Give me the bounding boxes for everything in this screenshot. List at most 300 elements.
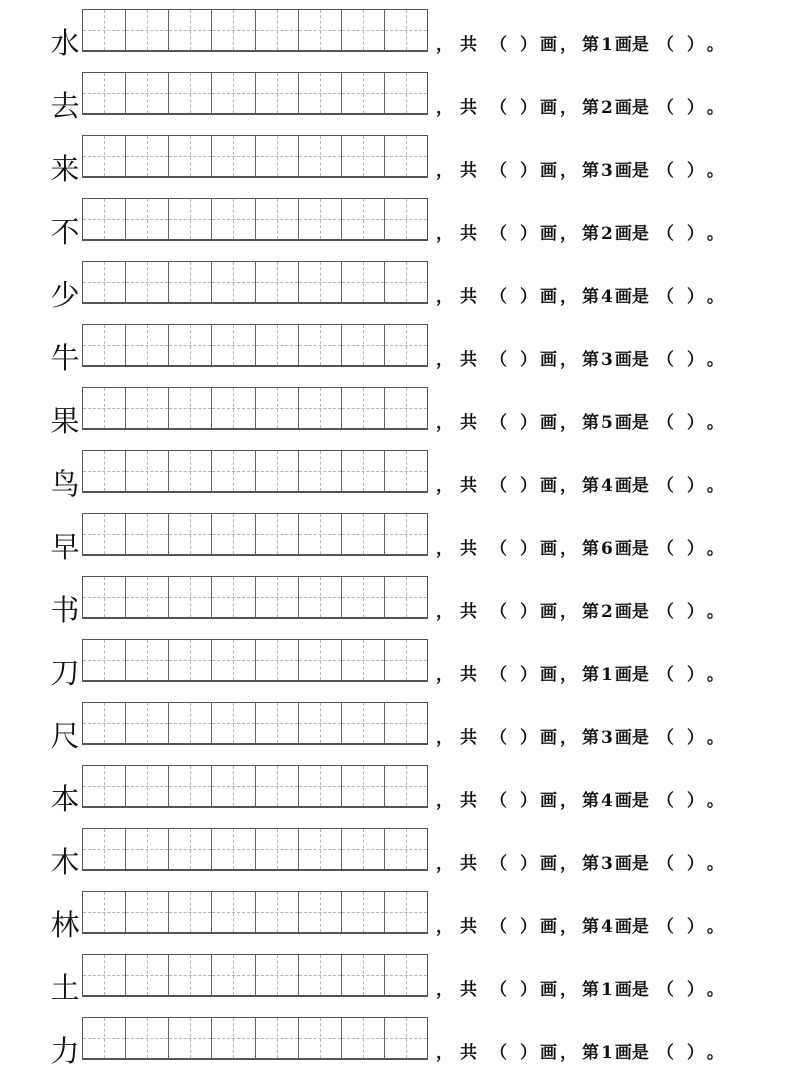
grid-cell[interactable]	[126, 514, 169, 554]
nth-stroke-blank-close: ）	[686, 413, 704, 433]
stroke-index: 3	[601, 350, 613, 370]
question-ordinal-label: 第	[582, 665, 599, 685]
grid-cell[interactable]	[299, 451, 342, 491]
nth-stroke-blank-open[interactable]: （	[656, 350, 674, 370]
worksheet-row	[0, 508, 800, 571]
grid-cell[interactable]	[83, 136, 126, 176]
nth-stroke-blank-open[interactable]: （	[656, 476, 674, 496]
grid-cell[interactable]	[126, 892, 169, 932]
grid-cell[interactable]	[126, 640, 169, 680]
question-comma-2: ，	[560, 980, 577, 1000]
question-ordinal-label: 第	[582, 98, 599, 118]
stroke-question	[436, 93, 727, 123]
target-character: 水	[50, 26, 80, 60]
grid-cell[interactable]	[385, 577, 427, 617]
grid-cell[interactable]	[212, 766, 255, 806]
question-comma: ，	[436, 917, 453, 937]
grid-cell[interactable]	[212, 388, 255, 428]
writing-grid[interactable]	[82, 891, 428, 934]
grid-cell[interactable]	[299, 325, 342, 365]
question-period: 。	[706, 791, 724, 811]
grid-cell[interactable]	[126, 829, 169, 869]
grid-cell[interactable]	[385, 955, 427, 995]
total-strokes-blank-open[interactable]: （	[490, 161, 507, 181]
target-character: 本	[50, 782, 80, 816]
grid-cell[interactable]	[83, 892, 126, 932]
total-strokes-blank-close: ）	[520, 413, 537, 433]
grid-cell[interactable]	[169, 73, 212, 113]
grid-cell[interactable]	[212, 955, 255, 995]
nth-stroke-blank-open[interactable]: （	[656, 224, 674, 244]
grid-cell[interactable]	[342, 1018, 385, 1058]
grid-cell[interactable]	[385, 10, 427, 50]
writing-grid[interactable]	[82, 9, 428, 52]
grid-cell[interactable]	[169, 955, 212, 995]
question-ordinal-label: 第	[582, 35, 599, 55]
question-comma: ，	[436, 980, 453, 1000]
grid-cell[interactable]	[212, 703, 255, 743]
nth-stroke-blank-close: ）	[686, 980, 704, 1000]
nth-stroke-blank-open[interactable]: （	[656, 35, 674, 55]
grid-cell[interactable]	[83, 703, 126, 743]
worksheet-row	[0, 4, 800, 67]
total-strokes-blank-open[interactable]: （	[490, 35, 507, 55]
grid-cell[interactable]	[126, 577, 169, 617]
grid-cell[interactable]	[385, 640, 427, 680]
grid-cell[interactable]	[342, 10, 385, 50]
question-comma-2: ，	[560, 413, 577, 433]
question-period: 。	[706, 413, 724, 433]
grid-cell[interactable]	[299, 892, 342, 932]
stroke-index: 3	[601, 854, 613, 874]
question-period: 。	[706, 224, 724, 244]
question-stroke-is-label: 画是	[614, 917, 649, 937]
question-period: 。	[706, 854, 724, 874]
grid-cell[interactable]	[83, 640, 126, 680]
stroke-question	[436, 1038, 727, 1068]
grid-cell[interactable]	[256, 892, 299, 932]
grid-cell[interactable]	[83, 766, 126, 806]
nth-stroke-blank-close: ）	[686, 350, 704, 370]
total-strokes-blank-open[interactable]: （	[490, 665, 507, 685]
nth-stroke-blank-close: ）	[686, 728, 704, 748]
grid-cell[interactable]	[299, 136, 342, 176]
total-strokes-blank-open[interactable]: （	[490, 1043, 507, 1063]
total-strokes-blank-open[interactable]: （	[490, 791, 507, 811]
writing-grid[interactable]	[82, 639, 428, 682]
grid-cell[interactable]	[126, 10, 169, 50]
nth-stroke-blank-open[interactable]: （	[656, 665, 674, 685]
writing-grid[interactable]	[82, 576, 428, 619]
grid-cell[interactable]	[256, 640, 299, 680]
grid-cell[interactable]	[212, 514, 255, 554]
total-strokes-blank-open[interactable]: （	[490, 413, 507, 433]
nth-stroke-blank-open[interactable]: （	[656, 287, 674, 307]
question-stroke-is-label: 画是	[614, 350, 649, 370]
grid-cell[interactable]	[126, 1018, 169, 1058]
writing-grid[interactable]	[82, 198, 428, 241]
grid-cell[interactable]	[212, 577, 255, 617]
worksheet-row	[0, 382, 800, 445]
grid-cell[interactable]	[342, 955, 385, 995]
grid-cell[interactable]	[83, 577, 126, 617]
grid-cell[interactable]	[169, 514, 212, 554]
writing-grid[interactable]	[82, 828, 428, 871]
grid-cell[interactable]	[256, 73, 299, 113]
writing-grid[interactable]	[82, 72, 428, 115]
grid-cell[interactable]	[126, 262, 169, 302]
nth-stroke-blank-close: ）	[686, 98, 704, 118]
stroke-index: 6	[601, 539, 613, 559]
grid-cell[interactable]	[299, 199, 342, 239]
grid-cell[interactable]	[83, 10, 126, 50]
grid-cell[interactable]	[299, 577, 342, 617]
grid-cell[interactable]	[299, 703, 342, 743]
grid-cell[interactable]	[385, 262, 427, 302]
stroke-index: 4	[601, 476, 613, 496]
stroke-question	[436, 912, 727, 942]
grid-cell[interactable]	[212, 1018, 255, 1058]
writing-grid[interactable]	[82, 954, 428, 997]
grid-cell[interactable]	[126, 955, 169, 995]
grid-cell[interactable]	[385, 388, 427, 428]
grid-cell[interactable]	[83, 73, 126, 113]
grid-cell[interactable]	[256, 262, 299, 302]
grid-cell[interactable]	[256, 514, 299, 554]
nth-stroke-blank-close: ）	[686, 602, 704, 622]
question-ordinal-label: 第	[582, 728, 599, 748]
nth-stroke-blank-open[interactable]: （	[656, 980, 674, 1000]
grid-cell[interactable]	[212, 10, 255, 50]
target-character: 鸟	[50, 467, 80, 501]
grid-cell[interactable]	[385, 199, 427, 239]
grid-cell[interactable]	[83, 199, 126, 239]
question-period: 。	[706, 665, 724, 685]
grid-cell[interactable]	[169, 766, 212, 806]
grid-cell[interactable]	[299, 955, 342, 995]
grid-cell[interactable]	[169, 262, 212, 302]
question-comma-2: ，	[560, 665, 577, 685]
stroke-question	[436, 156, 727, 186]
nth-stroke-blank-open[interactable]: （	[656, 854, 674, 874]
grid-cell[interactable]	[212, 640, 255, 680]
nth-stroke-blank-open[interactable]: （	[656, 602, 674, 622]
question-ordinal-label: 第	[582, 224, 599, 244]
grid-cell[interactable]	[212, 829, 255, 869]
grid-cell[interactable]	[342, 325, 385, 365]
writing-grid[interactable]	[82, 387, 428, 430]
target-character: 牛	[50, 341, 80, 375]
total-strokes-blank-close: ）	[520, 854, 537, 874]
worksheet-row	[0, 193, 800, 256]
question-total-label: 共	[460, 35, 477, 55]
question-stroke-label: 画	[540, 35, 557, 55]
nth-stroke-blank-close: ）	[686, 539, 704, 559]
grid-cell[interactable]	[212, 199, 255, 239]
nth-stroke-blank-close: ）	[686, 287, 704, 307]
question-total-label: 共	[460, 728, 477, 748]
grid-cell[interactable]	[342, 829, 385, 869]
grid-cell[interactable]	[385, 766, 427, 806]
grid-cell[interactable]	[299, 388, 342, 428]
question-ordinal-label: 第	[582, 980, 599, 1000]
writing-grid[interactable]	[82, 450, 428, 493]
question-stroke-is-label: 画是	[614, 602, 649, 622]
writing-grid[interactable]	[82, 702, 428, 745]
question-comma-2: ，	[560, 350, 577, 370]
grid-cell[interactable]	[385, 325, 427, 365]
worksheet-row	[0, 634, 800, 697]
grid-cell[interactable]	[299, 766, 342, 806]
grid-cell[interactable]	[83, 451, 126, 491]
question-period: 。	[706, 98, 724, 118]
grid-cell[interactable]	[83, 262, 126, 302]
grid-cell[interactable]	[342, 703, 385, 743]
grid-cell[interactable]	[256, 136, 299, 176]
grid-cell[interactable]	[83, 325, 126, 365]
grid-cell[interactable]	[256, 10, 299, 50]
worksheet-row	[0, 130, 800, 193]
grid-cell[interactable]	[169, 1018, 212, 1058]
grid-cell[interactable]	[169, 892, 212, 932]
grid-cell[interactable]	[342, 199, 385, 239]
grid-cell[interactable]	[299, 10, 342, 50]
nth-stroke-blank-open[interactable]: （	[656, 1043, 674, 1063]
target-character: 书	[50, 593, 80, 627]
stroke-question	[436, 471, 727, 501]
stroke-order-worksheet	[0, 4, 800, 1075]
writing-grid[interactable]	[82, 324, 428, 367]
question-period: 。	[706, 602, 724, 622]
question-stroke-is-label: 画是	[614, 224, 649, 244]
grid-cell[interactable]	[212, 73, 255, 113]
total-strokes-blank-open[interactable]: （	[490, 476, 507, 496]
grid-cell[interactable]	[169, 388, 212, 428]
question-comma: ，	[436, 728, 453, 748]
grid-cell[interactable]	[342, 892, 385, 932]
grid-cell[interactable]	[385, 136, 427, 176]
question-stroke-is-label: 画是	[614, 35, 649, 55]
question-total-label: 共	[460, 1043, 477, 1063]
stroke-question	[436, 408, 727, 438]
stroke-question	[436, 345, 727, 375]
grid-cell[interactable]	[126, 388, 169, 428]
grid-cell[interactable]	[385, 703, 427, 743]
question-total-label: 共	[460, 476, 477, 496]
grid-cell[interactable]	[385, 829, 427, 869]
nth-stroke-blank-open[interactable]: （	[656, 917, 674, 937]
grid-cell[interactable]	[126, 703, 169, 743]
grid-cell[interactable]	[169, 10, 212, 50]
total-strokes-blank-open[interactable]: （	[490, 602, 507, 622]
grid-cell[interactable]	[169, 703, 212, 743]
stroke-index: 3	[601, 728, 613, 748]
grid-cell[interactable]	[126, 325, 169, 365]
total-strokes-blank-open[interactable]: （	[490, 854, 507, 874]
question-period: 。	[706, 980, 724, 1000]
grid-cell[interactable]	[342, 451, 385, 491]
nth-stroke-blank-open[interactable]: （	[656, 539, 674, 559]
total-strokes-blank-open[interactable]: （	[490, 350, 507, 370]
writing-grid[interactable]	[82, 765, 428, 808]
grid-cell[interactable]	[342, 766, 385, 806]
grid-cell[interactable]	[169, 136, 212, 176]
total-strokes-blank-open[interactable]: （	[490, 728, 507, 748]
question-total-label: 共	[460, 791, 477, 811]
grid-cell[interactable]	[299, 262, 342, 302]
writing-grid[interactable]	[82, 1017, 428, 1060]
grid-cell[interactable]	[169, 199, 212, 239]
total-strokes-blank-close: ）	[520, 287, 537, 307]
grid-cell[interactable]	[385, 514, 427, 554]
total-strokes-blank-close: ）	[520, 476, 537, 496]
grid-cell[interactable]	[126, 73, 169, 113]
grid-cell[interactable]	[385, 451, 427, 491]
grid-cell[interactable]	[256, 577, 299, 617]
question-total-label: 共	[460, 602, 477, 622]
grid-cell[interactable]	[169, 577, 212, 617]
writing-grid[interactable]	[82, 261, 428, 304]
total-strokes-blank-close: ）	[520, 35, 537, 55]
grid-cell[interactable]	[169, 325, 212, 365]
grid-cell[interactable]	[83, 1018, 126, 1058]
grid-cell[interactable]	[256, 703, 299, 743]
stroke-question	[436, 723, 727, 753]
total-strokes-blank-close: ）	[520, 728, 537, 748]
stroke-index: 2	[601, 224, 613, 244]
grid-cell[interactable]	[299, 640, 342, 680]
total-strokes-blank-close: ）	[520, 350, 537, 370]
grid-cell[interactable]	[342, 514, 385, 554]
question-ordinal-label: 第	[582, 287, 599, 307]
total-strokes-blank-open[interactable]: （	[490, 539, 507, 559]
nth-stroke-blank-open[interactable]: （	[656, 728, 674, 748]
question-stroke-label: 画	[540, 350, 557, 370]
question-stroke-is-label: 画是	[614, 98, 649, 118]
grid-cell[interactable]	[126, 766, 169, 806]
grid-cell[interactable]	[256, 955, 299, 995]
grid-cell[interactable]	[169, 829, 212, 869]
question-comma-2: ，	[560, 224, 577, 244]
question-total-label: 共	[460, 224, 477, 244]
stroke-index: 1	[601, 665, 613, 685]
grid-cell[interactable]	[299, 73, 342, 113]
question-comma-2: ，	[560, 602, 577, 622]
grid-cell[interactable]	[256, 199, 299, 239]
question-comma: ，	[436, 791, 453, 811]
question-stroke-label: 画	[540, 476, 557, 496]
total-strokes-blank-close: ）	[520, 665, 537, 685]
nth-stroke-blank-open[interactable]: （	[656, 791, 674, 811]
stroke-question	[436, 786, 727, 816]
grid-cell[interactable]	[256, 388, 299, 428]
grid-cell[interactable]	[342, 388, 385, 428]
grid-cell[interactable]	[385, 73, 427, 113]
question-stroke-is-label: 画是	[614, 980, 649, 1000]
question-stroke-is-label: 画是	[614, 1043, 649, 1063]
question-total-label: 共	[460, 98, 477, 118]
grid-cell[interactable]	[83, 955, 126, 995]
grid-cell[interactable]	[212, 136, 255, 176]
grid-cell[interactable]	[126, 199, 169, 239]
question-period: 。	[706, 35, 724, 55]
grid-cell[interactable]	[212, 892, 255, 932]
target-character: 林	[50, 908, 80, 942]
grid-cell[interactable]	[126, 451, 169, 491]
worksheet-row	[0, 67, 800, 130]
question-ordinal-label: 第	[582, 917, 599, 937]
total-strokes-blank-open[interactable]: （	[490, 224, 507, 244]
total-strokes-blank-open[interactable]: （	[490, 980, 507, 1000]
grid-cell[interactable]	[83, 388, 126, 428]
question-stroke-label: 画	[540, 539, 557, 559]
grid-cell[interactable]	[256, 1018, 299, 1058]
grid-cell[interactable]	[83, 514, 126, 554]
grid-cell[interactable]	[256, 325, 299, 365]
grid-cell[interactable]	[83, 829, 126, 869]
grid-cell[interactable]	[299, 514, 342, 554]
total-strokes-blank-open[interactable]: （	[490, 287, 507, 307]
grid-cell[interactable]	[256, 829, 299, 869]
grid-cell[interactable]	[212, 262, 255, 302]
question-ordinal-label: 第	[582, 854, 599, 874]
stroke-question	[436, 30, 727, 60]
grid-cell[interactable]	[212, 325, 255, 365]
worksheet-row	[0, 697, 800, 760]
question-stroke-is-label: 画是	[614, 287, 649, 307]
grid-cell[interactable]	[342, 640, 385, 680]
target-character: 刀	[50, 656, 80, 690]
writing-grid[interactable]	[82, 135, 428, 178]
grid-cell[interactable]	[385, 892, 427, 932]
grid-cell[interactable]	[342, 262, 385, 302]
total-strokes-blank-open[interactable]: （	[490, 98, 507, 118]
grid-cell[interactable]	[385, 1018, 427, 1058]
grid-cell[interactable]	[342, 73, 385, 113]
nth-stroke-blank-open[interactable]: （	[656, 98, 674, 118]
stroke-index: 1	[601, 35, 613, 55]
grid-cell[interactable]	[256, 451, 299, 491]
target-character: 木	[50, 845, 80, 879]
nth-stroke-blank-close: ）	[686, 917, 704, 937]
nth-stroke-blank-open[interactable]: （	[656, 413, 674, 433]
question-comma: ，	[436, 602, 453, 622]
total-strokes-blank-close: ）	[520, 980, 537, 1000]
question-period: 。	[706, 1043, 724, 1063]
total-strokes-blank-open[interactable]: （	[490, 917, 507, 937]
question-stroke-label: 画	[540, 665, 557, 685]
grid-cell[interactable]	[256, 766, 299, 806]
grid-cell[interactable]	[169, 451, 212, 491]
grid-cell[interactable]	[342, 577, 385, 617]
question-stroke-label: 画	[540, 791, 557, 811]
grid-cell[interactable]	[342, 136, 385, 176]
nth-stroke-blank-open[interactable]: （	[656, 161, 674, 181]
grid-cell[interactable]	[126, 136, 169, 176]
writing-grid[interactable]	[82, 513, 428, 556]
question-stroke-label: 画	[540, 413, 557, 433]
target-character: 果	[50, 404, 80, 438]
question-comma: ，	[436, 539, 453, 559]
question-comma: ，	[436, 1043, 453, 1063]
stroke-index: 4	[601, 287, 613, 307]
grid-cell[interactable]	[212, 451, 255, 491]
stroke-question	[436, 975, 727, 1005]
grid-cell[interactable]	[169, 640, 212, 680]
grid-cell[interactable]	[299, 1018, 342, 1058]
grid-cell[interactable]	[299, 829, 342, 869]
question-stroke-is-label: 画是	[614, 476, 649, 496]
